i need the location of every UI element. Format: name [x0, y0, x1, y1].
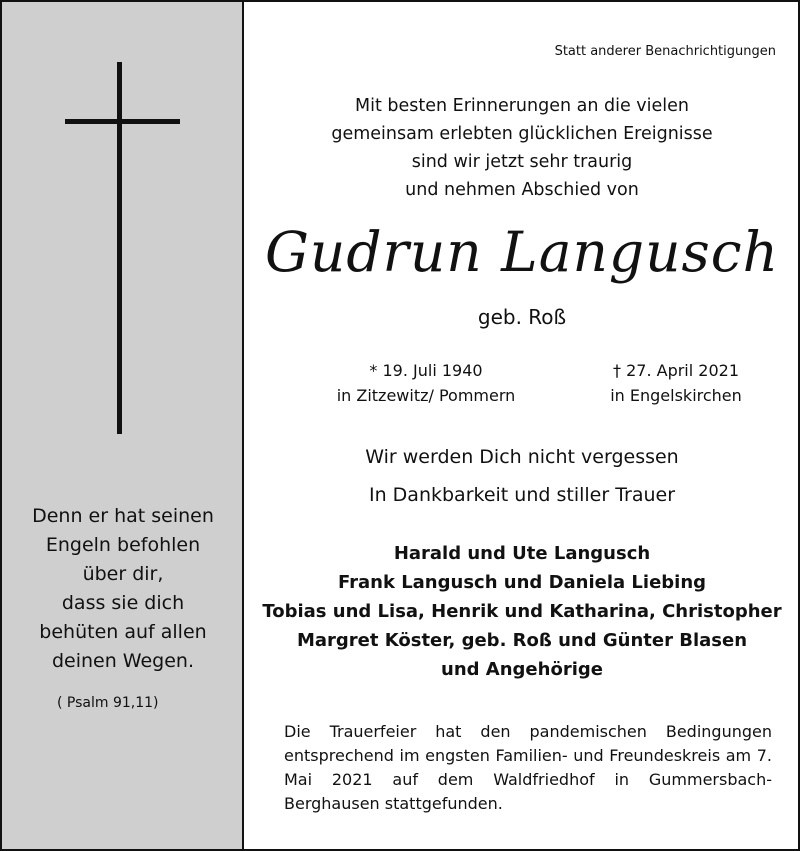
- intro-line: gemeinsam erlebten glücklichen Ereignisse: [331, 124, 713, 144]
- intro-line: Mit besten Erinnerungen an die vielen: [354, 96, 689, 116]
- closing-line-2: In Dankbarkeit und stiller Trauer: [368, 484, 676, 506]
- mourner-line: Tobias und Lisa, Henrik und Katharina, Christopher: [262, 601, 782, 622]
- verse-line: deinen Wegen.: [51, 650, 195, 672]
- verse-line: Denn er hat seinen: [32, 505, 214, 527]
- intro-text: [246, 92, 798, 204]
- deceased-name: Gudrun Langusch: [264, 220, 779, 284]
- verse-line: über dir,: [82, 563, 164, 585]
- mourner-line: und Angehörige: [441, 659, 603, 680]
- birth-date: * 19. Juli 1940: [369, 361, 483, 380]
- sidebar: [2, 2, 244, 849]
- mourners-list: [234, 539, 800, 684]
- verse-line: dass sie dich: [61, 592, 185, 614]
- verse-line: behüten auf allen: [39, 621, 207, 643]
- birth-place: in Zitzewitz/ Pommern: [336, 386, 516, 405]
- verse-line: Engeln befohlen: [45, 534, 201, 556]
- bible-verse: [2, 502, 244, 676]
- maiden-name: geb. Roß: [477, 305, 567, 329]
- statt-notice: Statt anderer Benachrichtigungen: [554, 44, 776, 59]
- death-place: in Engelskirchen: [610, 386, 742, 405]
- funeral-notice: Die Trauerfeier hat den pandemischen Bedingungen entsprechend im engsten Familien- und Freundeskreis am 7. Mai 2021 auf dem Waldfriedhof in Gummersbach-Berghausen stattgefunden.: [284, 722, 772, 813]
- intro-line: sind wir jetzt sehr traurig: [411, 152, 633, 172]
- main-content: [246, 2, 798, 849]
- mourner-line: Harald und Ute Langusch: [393, 543, 651, 564]
- birth-info: [326, 358, 526, 408]
- cross-icon: [117, 62, 122, 434]
- mourner-line: Frank Langusch und Daniela Liebing: [337, 572, 707, 593]
- death-info: [581, 358, 771, 408]
- psalm-reference: ( Psalm 91,11): [57, 695, 159, 711]
- death-date: † 27. April 2021: [613, 361, 739, 380]
- closing-line-1: Wir werden Dich nicht vergessen: [365, 446, 679, 468]
- intro-line: und nehmen Abschied von: [405, 180, 639, 200]
- cross-icon-bar: [65, 119, 180, 124]
- mourner-line: Margret Köster, geb. Roß und Günter Blasen: [296, 630, 748, 651]
